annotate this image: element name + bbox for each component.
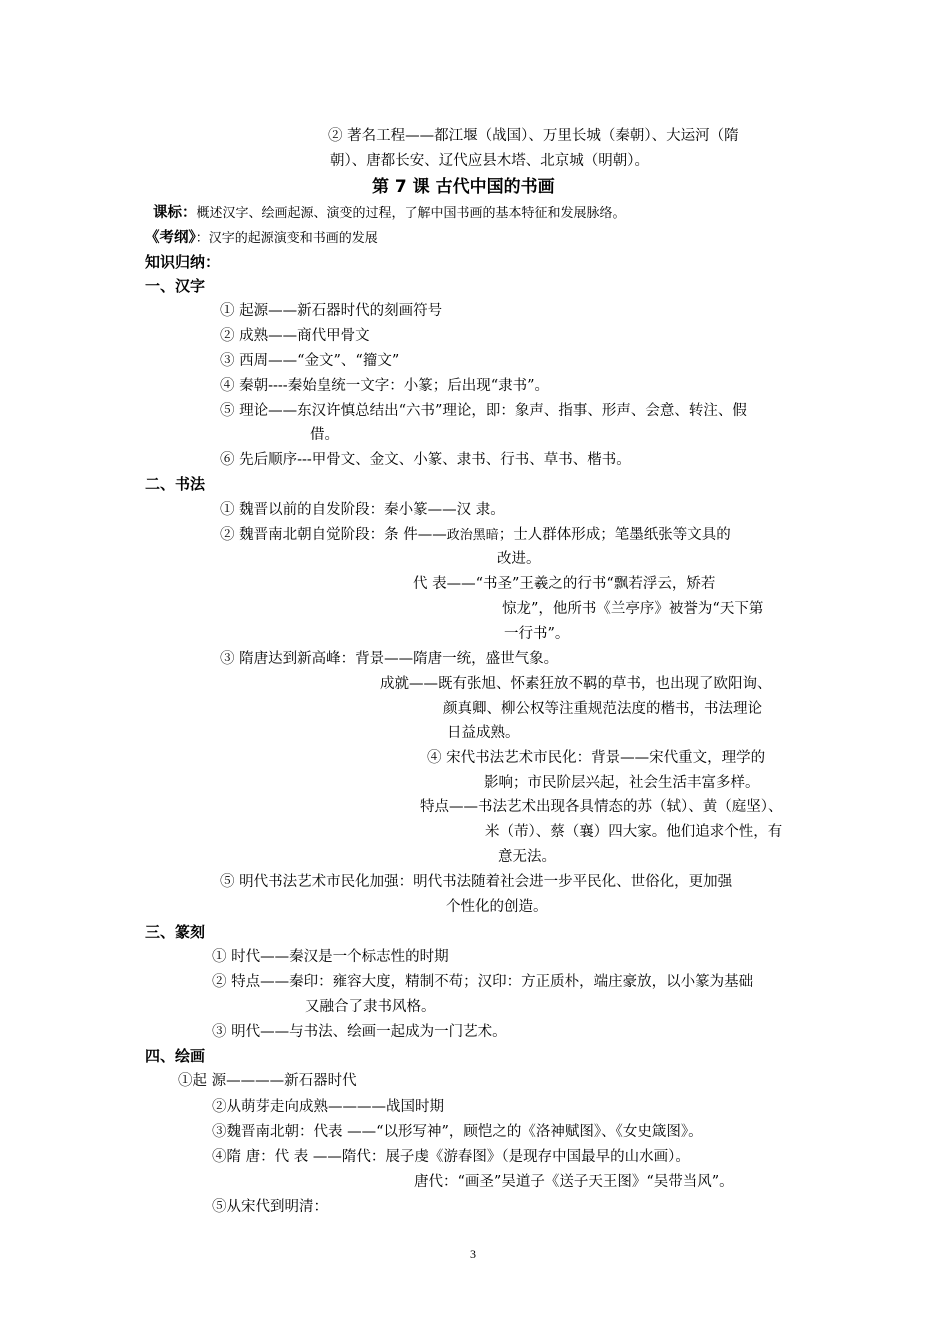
shufa-line-12: 影响；市民阶层兴起，社会生活丰富多样。 (484, 775, 760, 791)
huihua-line-6: ⑤从宋代到明清： (212, 1199, 328, 1215)
huihua-line-2: ②从萌芽走向成熟————战国时期 (212, 1099, 444, 1115)
list-item: ④ 秦朝----秦始皇统一文字：小篆；后出现“隶书”。 (220, 378, 550, 394)
section-heading-zhuanke: 三、篆刻 (145, 923, 206, 941)
zhuanke-line-2: ② 特点——秦印：雍容大度，精制不苟；汉印：方正质朴，端庄豪放，以小篆为基础 (212, 974, 754, 990)
huihua-line-3: ③魏晋南北朝：代表 ——“以形写神”，顾恺之的《洛神赋图》、《女史箴图》。 (212, 1124, 703, 1140)
shufa-line-4: 代 表——“书圣”王羲之的行书“飘若浮云，矫若 (413, 576, 716, 592)
intro-line-1: ② 著名工程——都江堰（战国）、万里长城（秦朝）、大运河（隋 (328, 128, 739, 144)
zhuanke-line-1: ① 时代——秦汉是一个标志性的时期 (212, 949, 449, 965)
list-item: ③ 西周——“金文”、“籀文” (220, 353, 400, 369)
kebiao-label: 课标： (153, 205, 197, 221)
list-item: ⑤ 理论——东汉许慎总结出“六书”理论，即：象声、指事、形声、会意、转注、假 (220, 403, 747, 419)
list-item: ① 起源——新石器时代的刻画符号 (220, 303, 443, 319)
shufa-line-9: 颜真卿、柳公权等注重规范法度的楷书，书法理论 (443, 701, 762, 717)
kebiao-text: 概述汉字、绘画起源、演变的过程，了解中国书画的基本特征和发展脉络。 (196, 206, 626, 221)
shufa-line-7: ③ 隋唐达到新高峰：背景——隋唐一统，盛世气象。 (220, 651, 559, 667)
page-number: 3 (470, 1247, 476, 1261)
kaogang-line (145, 228, 378, 249)
knowledge-heading: 知识归纳： (145, 253, 221, 271)
list-item: ② 成熟——商代甲骨文 (220, 328, 370, 344)
section-heading-huihua: 四、绘画 (145, 1047, 206, 1065)
shufa-line-1: ① 魏晋以前的自发阶段：秦小篆——汉 隶。 (220, 502, 505, 518)
shufa-line-2-a: ② 魏晋南北朝自觉阶段：条 件—— (220, 527, 447, 543)
shufa-line-2-c: ；士人群体形成；笔墨纸张等文具的 (498, 527, 731, 543)
huihua-line-5: 唐代：“画圣”吴道子《送子天王图》“吴带当风”。 (414, 1174, 734, 1190)
shufa-line-13: 特点——书法艺术出现各具情态的苏（轼）、黄（庭坚）、 (420, 799, 783, 815)
shufa-line-11: ④ 宋代书法艺术市民化：背景——宋代重文，理学的 (427, 750, 766, 766)
shufa-line-15: 意无法。 (498, 849, 556, 865)
shufa-line-17: 个性化的创造。 (446, 899, 548, 915)
list-item-continuation: 借。 (310, 427, 339, 443)
section-heading-hanzi: 一、汉字 (145, 277, 206, 295)
shufa-line-10: 日益成熟。 (447, 725, 520, 741)
section-heading-shufa: 二、书法 (145, 475, 206, 493)
kaogang-text: ：汉字的起源演变和书画的发展 (195, 231, 378, 246)
shufa-line-14: 米（芾）、蔡（襄）四大家。他们追求个性，有 (485, 824, 783, 840)
list-item: ⑥ 先后顺序---甲骨文、金文、小篆、隶书、行书、草书、楷书。 (220, 452, 631, 468)
intro-line-2: 朝）、唐都长安、辽代应县木塔、北京城（明朝）。 (330, 153, 649, 169)
shufa-line-2-b: 政治黑暗 (446, 528, 499, 543)
huihua-line-4: ④隋 唐：代 表 ——隋代：展子虔《游春图》（是现存中国最早的山水画）。 (212, 1149, 690, 1165)
shufa-line-16: ⑤ 明代书法艺术市民化加强：明代书法随着社会进一步平民化、世俗化，更加强 (220, 874, 733, 890)
zhuanke-line-4: ③ 明代——与书法、绘画一起成为一门艺术。 (212, 1024, 507, 1040)
zhuanke-line-3: 又融合了隶书风格。 (305, 999, 436, 1015)
shufa-line-6: 一行书”。 (504, 626, 570, 642)
shufa-line-5: 惊龙”，他所书《兰亭序》被誉为“天下第 (502, 601, 764, 617)
lesson-title: 第 7 课 古代中国的书画 (372, 177, 555, 197)
kaogang-label: 《考纲》 (145, 230, 196, 246)
shufa-line-8: 成就——既有张旭、怀素狂放不羁的草书，也出现了欧阳询、 (380, 676, 772, 692)
kebiao-line (153, 203, 626, 224)
shufa-line-2 (220, 525, 731, 546)
huihua-line-1: ①起 源————新石器时代 (178, 1073, 357, 1089)
shufa-line-3: 改进。 (497, 551, 541, 567)
